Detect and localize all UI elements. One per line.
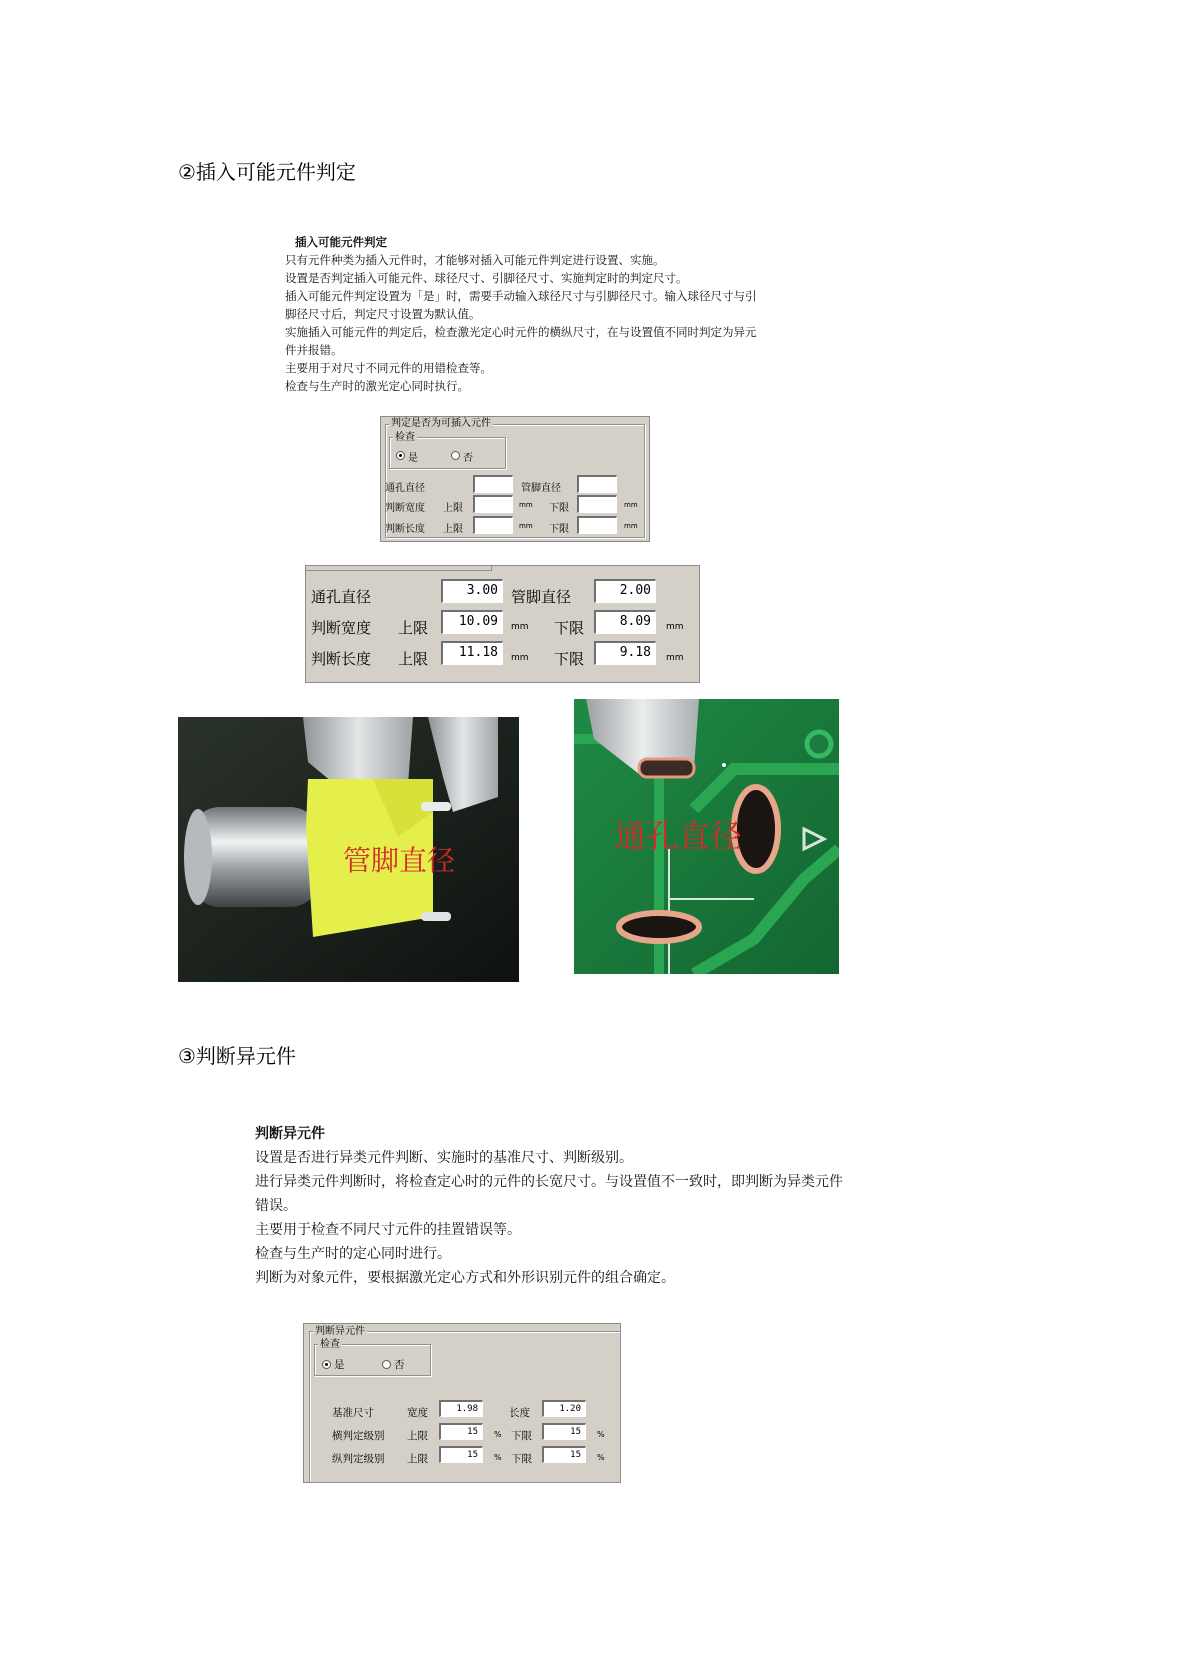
hole-diameter-label: 通孔直径	[385, 483, 425, 494]
length-upper-label: 上限	[443, 524, 463, 535]
width-label: 判断宽度	[385, 503, 425, 514]
length-label: 判断长度	[311, 650, 372, 668]
pin-diameter-input[interactable]: 2.00	[594, 579, 656, 603]
width-label: 判断宽度	[311, 619, 372, 637]
horizontal-level-label: 横判定级别	[332, 1430, 385, 1442]
width-upper-input[interactable]	[473, 495, 513, 513]
length-label: 长度	[509, 1407, 530, 1419]
description-title: 插入可能元件判定	[295, 235, 387, 249]
description-title: 判断异元件	[255, 1126, 325, 1142]
unit-label: mm	[511, 653, 529, 663]
hole-diameter-photo-label: 通孔直径	[614, 817, 743, 855]
radio-yes[interactable]	[322, 1360, 331, 1369]
section-heading-odd-component: ③判断异元件	[178, 1044, 296, 1068]
radio-no[interactable]	[382, 1360, 391, 1369]
check-label: 检查	[395, 432, 415, 443]
radio-no-label: 否	[463, 453, 473, 464]
width-lower-input[interactable]	[577, 495, 617, 513]
description-line: 件并报错。	[285, 343, 343, 357]
length-lower-input[interactable]: 9.18	[594, 641, 656, 665]
vertical-lower-label: 下限	[511, 1453, 532, 1465]
insertable-dialog-small	[380, 416, 650, 542]
width-lower-label: 下限	[549, 503, 569, 514]
width-upper-label: 上限	[443, 503, 463, 514]
width-label: 宽度	[407, 1407, 428, 1419]
description-line: 实施插入可能元件的判定后，检查激光定心时元件的横纵尺寸，在与设置值不同时判定为异元	[285, 325, 757, 339]
radio-yes-label: 是	[334, 1359, 345, 1371]
pin-diameter-label: 管脚直径	[511, 588, 572, 606]
groupbox-title: 判定是否为可插入元件	[391, 418, 491, 429]
unit-label: mm	[666, 653, 684, 663]
length-label: 判断长度	[385, 524, 425, 535]
horizontal-upper-input[interactable]: 15	[439, 1423, 483, 1440]
length-input[interactable]: 1.20	[542, 1400, 586, 1417]
percent-label: %	[494, 1430, 502, 1439]
vertical-level-label: 纵判定级别	[332, 1453, 385, 1465]
odd-component-dialog	[303, 1323, 621, 1483]
unit-label: mm	[511, 622, 529, 632]
description-line: 插入可能元件判定设置为「是」时，需要手动输入球径尺寸与引脚径尺寸。输入球径尺寸与引	[285, 289, 757, 303]
length-upper-input[interactable]	[473, 516, 513, 534]
description-line: 错误。	[255, 1198, 297, 1214]
description-line: 进行异类元件判断时，将检查定心时的元件的长宽尺寸。与设置值不一致时，即判断为异类元件	[255, 1174, 843, 1190]
check-label: 检查	[320, 1339, 340, 1350]
length-lower-label: 下限	[554, 650, 585, 668]
base-size-label: 基准尺寸	[332, 1407, 374, 1419]
percent-label: %	[597, 1453, 605, 1462]
groupbox-title: 判断异元件	[315, 1326, 365, 1337]
length-lower-input[interactable]	[577, 516, 617, 534]
description-line: 检查与生产时的定心同时进行。	[255, 1246, 451, 1262]
groupbox-edge	[306, 566, 492, 571]
unit-label: mm	[519, 522, 533, 530]
radio-no-label: 否	[394, 1359, 405, 1371]
hole-diameter-photo	[574, 699, 839, 974]
section-heading-insertable-judgement: ②插入可能元件判定	[178, 160, 356, 184]
percent-label: %	[494, 1453, 502, 1462]
pin-diameter-input[interactable]	[577, 475, 617, 493]
radio-yes[interactable]	[396, 451, 405, 460]
vertical-upper-label: 上限	[407, 1453, 428, 1465]
hole-diameter-input[interactable]	[473, 475, 513, 493]
percent-label: %	[597, 1430, 605, 1439]
description-line: 主要用于对尺寸不同元件的用错检查等。	[285, 361, 492, 375]
vertical-lower-input[interactable]: 15	[542, 1446, 586, 1463]
vertical-upper-input[interactable]: 15	[439, 1446, 483, 1463]
odd-component-description	[255, 1122, 955, 1290]
length-upper-label: 上限	[398, 650, 429, 668]
width-input[interactable]: 1.98	[439, 1400, 483, 1417]
unit-label: mm	[666, 622, 684, 632]
length-upper-input[interactable]: 11.18	[441, 641, 503, 665]
unit-label: mm	[519, 501, 533, 509]
pin-diameter-photo-label: 管脚直径	[343, 844, 456, 877]
hole-diameter-label: 通孔直径	[311, 588, 372, 606]
width-lower-input[interactable]: 8.09	[594, 610, 656, 634]
description-line: 只有元件种类为插入元件时，才能够对插入可能元件判定进行设置、实施。	[285, 253, 665, 267]
horizontal-lower-input[interactable]: 15	[542, 1423, 586, 1440]
width-upper-label: 上限	[398, 619, 429, 637]
unit-label: mm	[624, 501, 638, 509]
width-lower-label: 下限	[554, 619, 585, 637]
length-lower-label: 下限	[549, 524, 569, 535]
pin-diameter-label: 管脚直径	[521, 483, 561, 494]
pin-diameter-photo	[178, 717, 519, 982]
horizontal-lower-label: 下限	[511, 1430, 532, 1442]
description-line: 设置是否进行异类元件判断、实施时的基准尺寸、判断级别。	[255, 1150, 633, 1166]
insertable-dialog-large	[305, 565, 700, 683]
description-line: 脚径尺寸后，判定尺寸设置为默认值。	[285, 307, 481, 321]
description-line: 主要用于检查不同尺寸元件的挂置错误等。	[255, 1222, 521, 1238]
radio-no[interactable]	[451, 451, 460, 460]
unit-label: mm	[624, 522, 638, 530]
description-line: 检查与生产时的激光定心同时执行。	[285, 379, 469, 393]
width-upper-input[interactable]: 10.09	[441, 610, 503, 634]
insertable-description	[285, 233, 805, 395]
description-line: 判断为对象元件，要根据激光定心方式和外形识别元件的组合确定。	[255, 1270, 675, 1286]
hole-diameter-input[interactable]: 3.00	[441, 579, 503, 603]
description-line: 设置是否判定插入可能元件、球径尺寸、引脚径尺寸、实施判定时的判定尺寸。	[285, 271, 688, 285]
horizontal-upper-label: 上限	[407, 1430, 428, 1442]
radio-yes-label: 是	[408, 453, 418, 464]
